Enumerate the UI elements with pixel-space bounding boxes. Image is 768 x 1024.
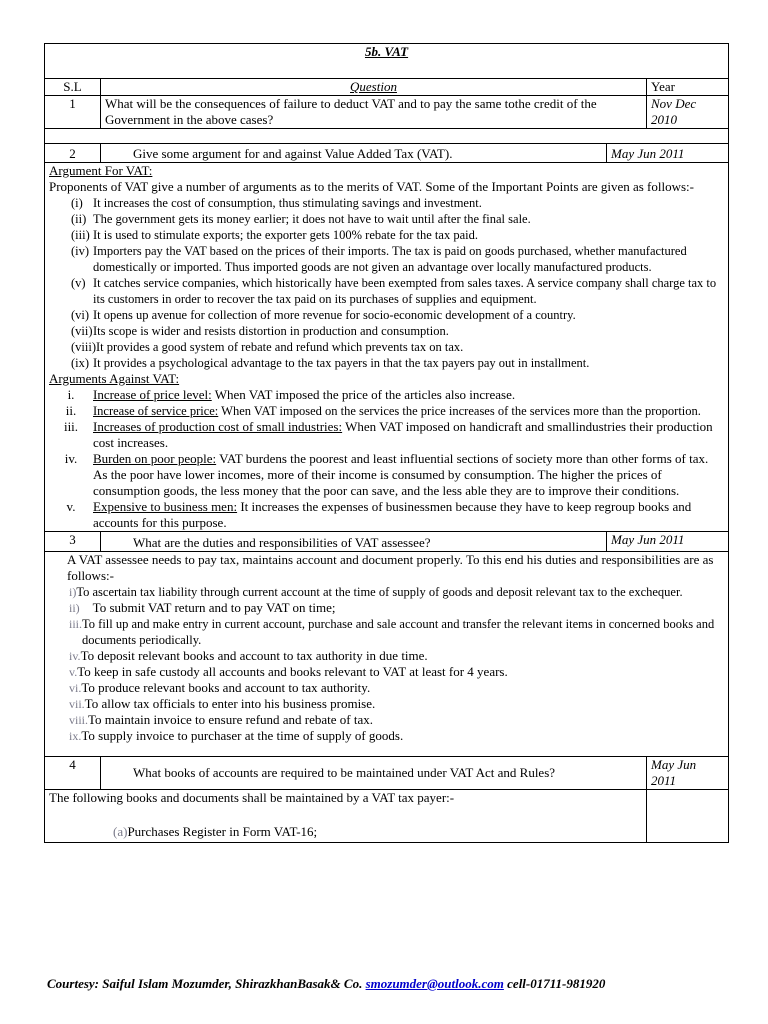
question-row-3 <box>45 532 729 552</box>
footer-email-link[interactable]: smozumder@outlook.com <box>365 976 504 991</box>
footer-prefix: Courtesy: Saiful Islam Mozumder, ShirazkhanBasak& Co. <box>47 976 366 991</box>
page-footer <box>47 976 747 992</box>
duty-number: i) <box>69 585 77 599</box>
q4-answer <box>45 790 647 843</box>
q4-sl: 4 <box>45 757 101 790</box>
q3-intro: A VAT assessee needs to pay tax, maintains account and document properly. To this end his duties and responsibilities are as follows:- <box>67 552 714 583</box>
q1-year-line1: Nov Dec <box>651 96 697 111</box>
for-point-text: The government gets its money earlier; it does not have to wait until after the final sale. <box>93 212 531 226</box>
for-point-number: (v) <box>71 276 86 290</box>
duty-item <box>69 648 724 664</box>
spacer-cell <box>45 129 729 144</box>
against-point-text: VAT burdens the poorest and least influential sections of society more than other forms of tax. As the poor have lower incomes, more of their income is consumed by consumption. The higher the prices of consumption goods, the less money that the poor can save, and the less able they are to improve their conditions. <box>93 451 709 498</box>
q3-text: What are the duties and responsibilities of VAT assessee? <box>101 532 607 552</box>
duty-text: To deposit relevant books and account to tax authority in due time. <box>80 648 428 663</box>
for-point-number: (iii) <box>71 228 90 242</box>
for-point-number: (i) <box>71 196 83 210</box>
for-point-text: It is used to stimulate exports; the exporter gets 100% rebate for the tax paid. <box>93 228 478 242</box>
book-text: Purchases Register in Form VAT-16; <box>127 824 318 839</box>
q1-year-line2: 2010 <box>651 112 677 127</box>
against-point-number: iv. <box>64 451 78 466</box>
against-point-item <box>49 451 724 499</box>
duty-text: To submit VAT return and to pay VAT on time; <box>79 600 336 615</box>
spacer-row-1 <box>45 129 729 144</box>
against-point-label: Expensive to business men: <box>93 499 238 514</box>
duty-item <box>69 712 724 728</box>
duty-item <box>69 696 724 712</box>
duty-text: To produce relevant books and account to tax authority. <box>81 680 371 695</box>
against-point-body <box>93 419 724 451</box>
duty-number: iii. <box>69 617 83 631</box>
against-point-label: Burden on poor people: <box>93 451 217 466</box>
for-point-text: Importers pay the VAT based on the prices of their imports. The tax is paid on goods purchased, whether manufactured domestically or imported. Thus imported goods are not given an advantage over locally manufactured products. <box>93 244 687 274</box>
against-point-number: v. <box>66 499 76 514</box>
answer-row-2 <box>45 163 729 532</box>
duty-text: To ascertain tax liability through current account at the time of supply of goods and deposit relevant tax to the exchequer. <box>76 585 683 599</box>
duty-item <box>69 616 724 648</box>
book-item <box>113 824 642 840</box>
answer-row-4 <box>45 790 729 843</box>
q4-answer-empty <box>647 790 729 843</box>
answer-row-3 <box>45 552 729 757</box>
against-point-label: Increases of production cost of small industries: <box>93 419 343 434</box>
duty-number: ii) <box>69 601 80 615</box>
duty-item <box>69 600 724 616</box>
for-point-item <box>71 307 724 323</box>
for-point-text: Its scope is wider and resists distortion in production and consumption. <box>93 324 449 338</box>
against-point-body <box>93 451 724 499</box>
against-point-text: When VAT imposed on the services the price increases of the services more than the proportion. <box>218 404 701 418</box>
for-point-text: It catches service companies, which historically have been exempted from sales taxes. A service company shall charge tax to its customers in order to recover the tax paid on its purchases of supplies and equipment. <box>93 276 717 306</box>
for-point-item <box>71 243 724 275</box>
for-point-text: It provides a psychological advantage to the tax payers in that the tax payers pay out in installment. <box>93 356 590 370</box>
question-row-4 <box>45 757 729 790</box>
against-point-item <box>49 499 724 531</box>
duty-number: ix. <box>69 729 82 743</box>
q3-year: May Jun 2011 <box>607 532 729 552</box>
against-points-list <box>49 387 724 531</box>
for-point-item <box>71 227 724 243</box>
q4-year-line2: 2011 <box>651 773 677 788</box>
q4-intro: The following books and documents shall be maintained by a VAT tax payer:- <box>49 790 455 805</box>
title-row <box>45 44 729 79</box>
against-point-item <box>49 419 724 451</box>
against-point-text: When VAT imposed the price of the articles also increase. <box>211 387 516 402</box>
against-point-number: ii. <box>65 403 77 418</box>
for-point-item <box>71 195 724 211</box>
q2-text: Give some argument for and against Value Added Tax (VAT). <box>101 144 607 163</box>
question-row-2 <box>45 144 729 163</box>
q2-answer <box>45 163 729 532</box>
for-point-item <box>71 323 724 339</box>
for-point-number: (iv) <box>71 244 90 258</box>
q2-sl: 2 <box>45 144 101 163</box>
q4-year <box>647 757 729 790</box>
q1-text: What will be the consequences of failure to deduct VAT and to pay the same tothe credit of the Government in the above cases? <box>101 96 647 129</box>
for-intro: Proponents of VAT give a number of arguments as to the merits of VAT. Some of the Important Points are given as follows:- <box>49 179 694 194</box>
footer-suffix: cell-01711-981920 <box>503 976 606 991</box>
for-point-item <box>71 355 724 371</box>
for-point-text: It provides a good system of rebate and refund which prevents tax on tax. <box>96 340 464 354</box>
against-point-body <box>93 387 724 403</box>
duty-item <box>69 584 724 600</box>
for-point-number: (ii) <box>71 212 87 226</box>
document-page <box>44 43 728 843</box>
against-point-text: It increases the expenses of businessmen because they have to keep regroup books and accounts for this purpose. <box>93 499 692 530</box>
duty-number: vi. <box>69 681 82 695</box>
q1-year <box>647 96 729 129</box>
for-point-item <box>71 339 724 355</box>
duty-text: To supply invoice to purchaser at the time of supply of goods. <box>81 728 404 743</box>
against-point-label: Increase of service price: <box>93 404 219 418</box>
duty-text: To fill up and make entry in current account, purchase and sale account and transfer the relevant items in concerned books and documents periodically. <box>82 617 718 647</box>
q3-sl: 3 <box>45 532 101 552</box>
duty-number: vii. <box>69 697 85 711</box>
against-point-item <box>49 387 724 403</box>
q2-year: May Jun 2011 <box>607 144 729 163</box>
duty-item <box>69 664 724 680</box>
duty-number: v. <box>69 665 78 679</box>
for-point-item <box>71 275 724 307</box>
header-row <box>45 79 729 96</box>
q4-year-line1: May Jun <box>651 757 697 772</box>
books-list <box>49 806 642 840</box>
against-heading: Arguments Against VAT: <box>49 371 180 386</box>
against-point-label: Increase of price level: <box>93 387 212 402</box>
duty-text: To keep in safe custody all accounts and books relevant to VAT at least for 4 years. <box>77 664 508 679</box>
against-point-item <box>49 403 724 419</box>
question-row-1 <box>45 96 729 129</box>
for-point-number: (ix) <box>71 356 90 370</box>
duty-number: viii. <box>69 713 89 727</box>
duty-text: To maintain invoice to ensure refund and rebate of tax. <box>88 712 373 727</box>
for-point-number: (vi) <box>71 308 90 322</box>
document-title: 5b. VAT <box>45 44 729 79</box>
duty-text: To allow tax officials to enter into his business promise. <box>84 696 376 711</box>
duty-number: iv. <box>69 649 81 663</box>
q1-sl: 1 <box>45 96 101 129</box>
q4-text: What books of accounts are required to be maintained under VAT Act and Rules? <box>101 757 647 790</box>
against-point-body <box>93 403 724 419</box>
header-year: Year <box>647 79 729 96</box>
q3-answer <box>45 552 729 757</box>
for-point-text: It opens up avenue for collection of more revenue for socio-economic development of a country. <box>93 308 576 322</box>
header-sl: S.L <box>45 79 101 96</box>
for-point-text: It increases the cost of consumption, thus stimulating savings and investment. <box>93 196 482 210</box>
duty-item <box>69 680 724 696</box>
against-point-number: iii. <box>63 419 79 434</box>
duty-item <box>69 728 724 744</box>
against-point-number: i. <box>67 387 75 402</box>
for-point-number: (vii) <box>71 324 93 338</box>
for-heading: Argument For VAT: <box>49 163 153 178</box>
for-point-number: (viii) <box>71 340 96 354</box>
for-points-list <box>49 195 724 371</box>
vat-question-table <box>44 43 729 843</box>
against-point-text: When VAT imposed on handicraft and smallindustries their production cost increases. <box>93 419 713 450</box>
against-point-body <box>93 499 724 531</box>
header-question: Question <box>101 79 647 96</box>
duty-points-list <box>67 584 724 744</box>
book-number: (a) <box>113 824 128 839</box>
for-point-item <box>71 211 724 227</box>
